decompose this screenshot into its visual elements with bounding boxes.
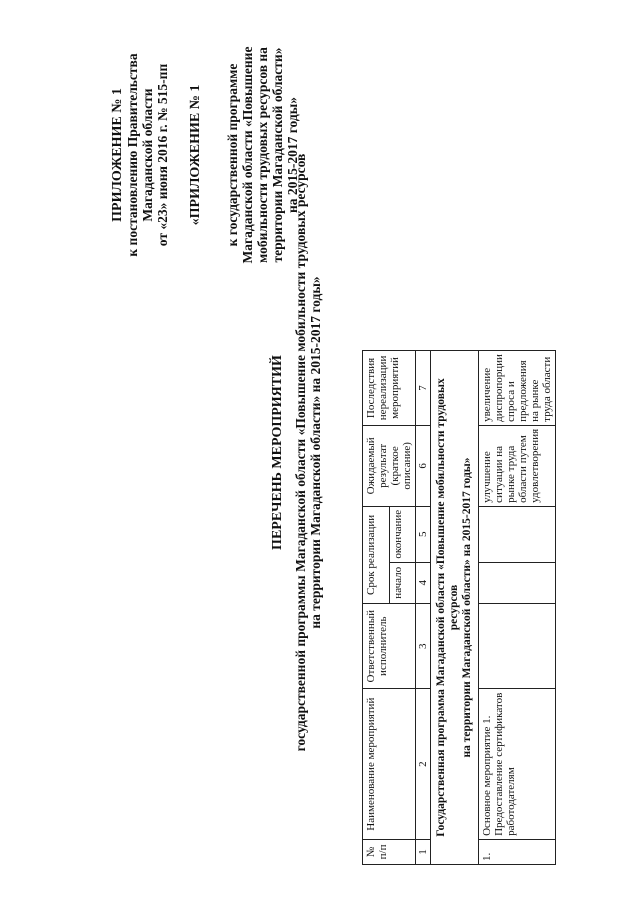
list-title-block <box>270 0 323 905</box>
col-number: 2 <box>416 689 431 839</box>
appendix-line: территории Магаданской области» <box>270 47 285 263</box>
appendix-line: Магаданской области <box>140 88 155 222</box>
list-subtitle: государственной программы Магаданской области «Повышение мобильности трудовых ресурсов <box>293 153 308 752</box>
row-no: 1. <box>479 839 556 864</box>
col-number: 3 <box>416 603 431 689</box>
header-executor: Ответственный исполнитель <box>363 603 416 689</box>
program-title-line: Государственная программа Магаданской области «Повышение мобильности трудовых ресурсов <box>435 378 460 837</box>
appendix-heading: ПРИЛОЖЕНИЕ № 1 <box>110 88 125 222</box>
header-result: Ожидаемый результат (краткое описание) <box>363 425 416 506</box>
measures-table <box>362 350 556 865</box>
row-result: улучшение ситуации на рынке труда области путем удовлетворения <box>479 425 556 506</box>
appendix-date: от «23» июня 2016 г. № 515-пп <box>155 63 170 247</box>
appendix-line: на 2015-2017 годы» <box>285 96 300 214</box>
program-row <box>431 351 479 865</box>
header-consequences: Последствия нереализации мероприятий <box>363 351 416 426</box>
header-name: Наименование мероприятий <box>363 689 416 839</box>
column-number-row <box>416 351 431 865</box>
appendix-line: к постановлению Правительства <box>125 53 140 257</box>
row-consequences: увеличение диспропорции спроса и предложения на рынке труда области <box>479 351 556 426</box>
col-number: 6 <box>416 425 431 506</box>
appendix-line: мобильности трудовых ресурсов на <box>255 47 270 263</box>
header-end: окончание <box>389 506 416 562</box>
header-no: № п/п <box>363 839 416 864</box>
table-header-row <box>363 351 390 865</box>
appendix-heading-2: «ПРИЛОЖЕНИЕ № 1 <box>188 84 203 226</box>
col-number: 4 <box>416 562 431 603</box>
row-executor <box>479 603 556 689</box>
header-period: Срок реализации <box>363 506 390 603</box>
row-start <box>479 562 556 603</box>
col-number: 7 <box>416 351 431 426</box>
appendix-line: Магаданской области «Повышение <box>240 46 255 264</box>
col-number: 5 <box>416 506 431 562</box>
program-title-line: на территории Магаданской области» на 2015-2017 годы» <box>461 457 473 758</box>
row-end <box>479 506 556 562</box>
program-title <box>431 351 479 865</box>
list-title: ПЕРЕЧЕНЬ МЕРОПРИЯТИЙ <box>270 355 285 550</box>
col-number: 1 <box>416 839 431 864</box>
appendix-line: к государственной программе <box>225 63 240 247</box>
table-row <box>479 351 556 865</box>
row-name: Основное мероприятие 1. Предоставление сертификатов работодателям <box>479 689 556 839</box>
list-subtitle: на территории Магаданской области» на 2015-2017 годы» <box>308 276 323 629</box>
header-start: начало <box>389 562 416 603</box>
